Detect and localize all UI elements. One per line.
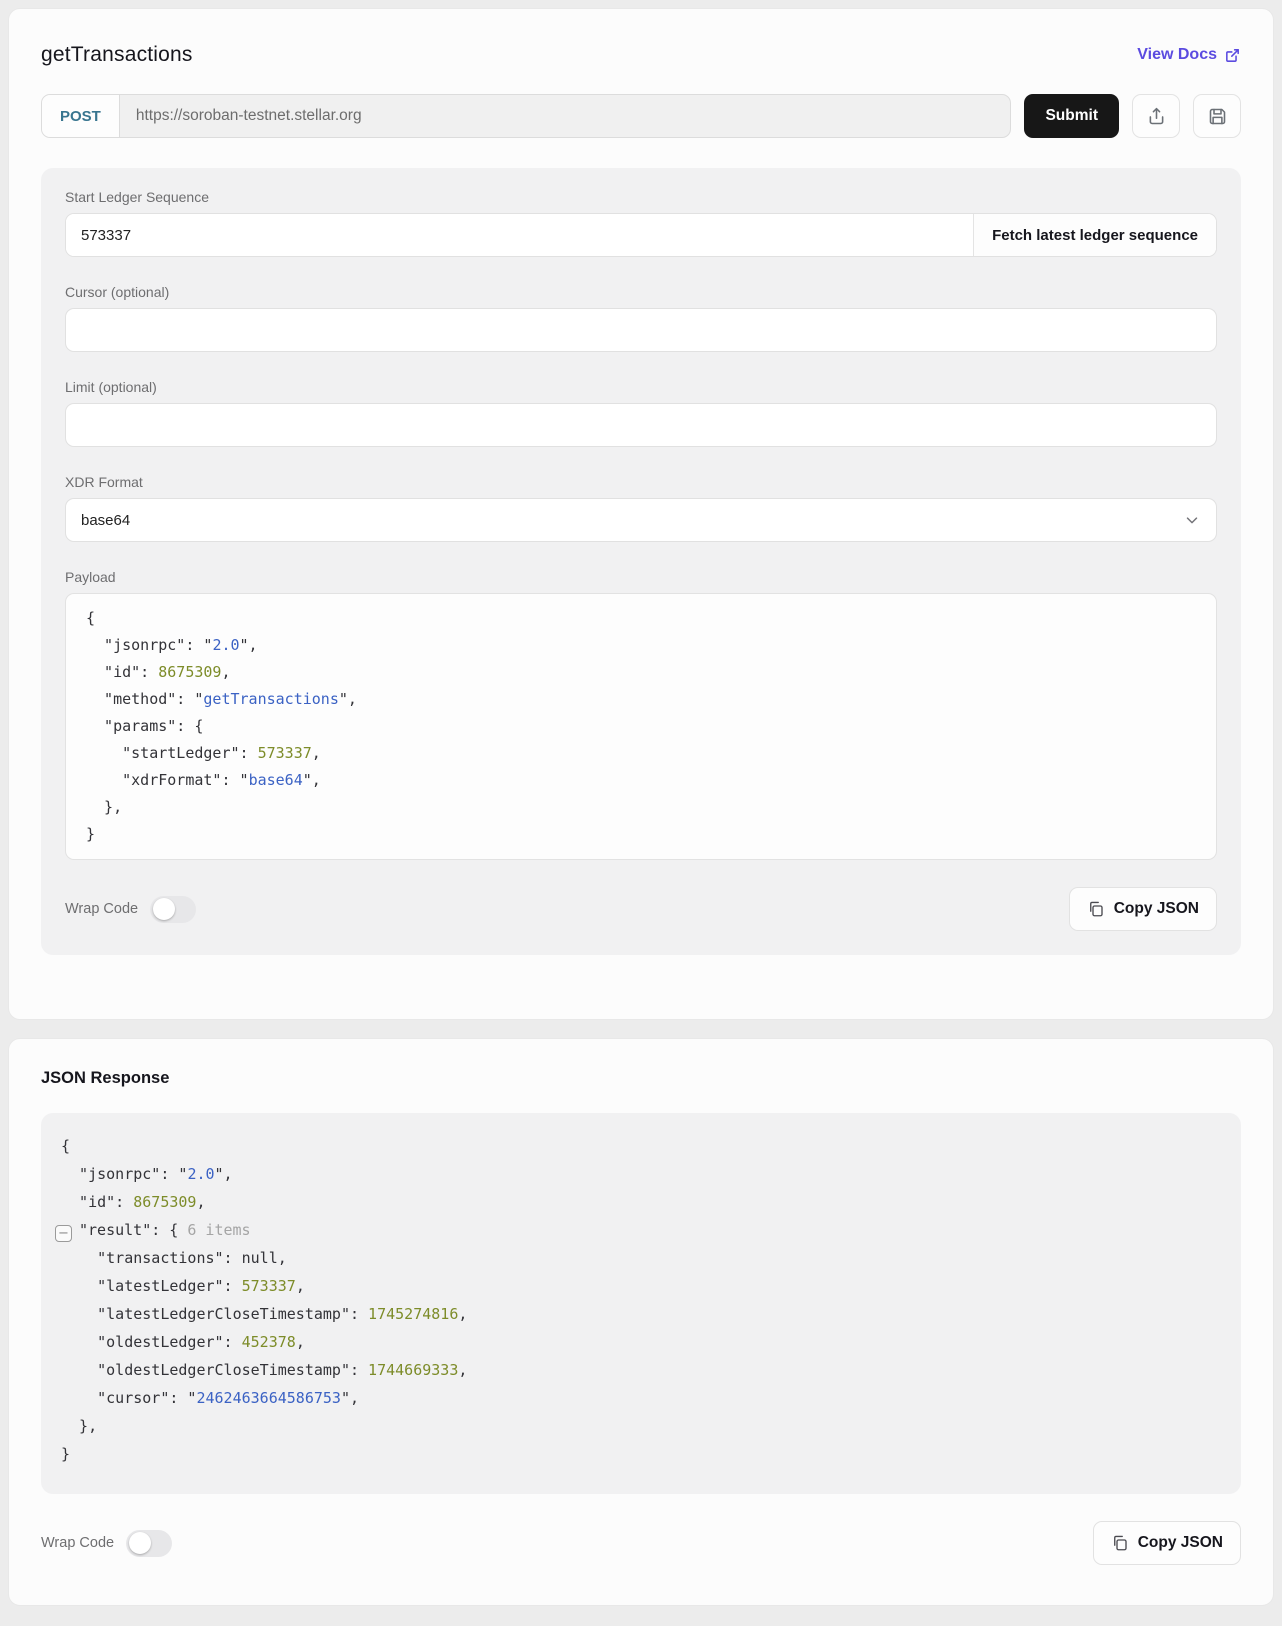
copy-icon	[1111, 1534, 1129, 1552]
copy-json-label: Copy JSON	[1137, 1534, 1223, 1551]
submit-button[interactable]: Submit	[1024, 94, 1119, 138]
toggle-knob	[129, 1532, 151, 1554]
copy-json-button[interactable]	[1069, 887, 1217, 931]
copy-icon	[1087, 900, 1105, 918]
request-card-header	[41, 43, 1241, 67]
wrap-code-toggle[interactable]	[150, 896, 196, 923]
view-docs-link[interactable]	[1137, 46, 1241, 64]
copy-json-label: Copy JSON	[1113, 900, 1199, 917]
code-line: "latestLedgerCloseTimestamp": 1745274816,	[61, 1305, 468, 1323]
field-xdr-format	[65, 474, 1217, 542]
xdr-format-select[interactable]	[65, 498, 1217, 542]
cursor-input[interactable]	[65, 308, 1217, 352]
code-line: "cursor": "2462463664586753",	[61, 1389, 360, 1407]
share-button[interactable]	[1132, 94, 1180, 138]
wrap-code-label: Wrap Code	[41, 1535, 115, 1551]
cursor-label: Cursor (optional)	[65, 284, 170, 300]
code-line: "xdrFormat": "base64",	[86, 771, 321, 789]
limit-input[interactable]	[65, 403, 1217, 447]
code-line: "jsonrpc": "2.0",	[61, 1165, 233, 1183]
start-ledger-input-group	[65, 213, 1217, 257]
field-start-ledger	[65, 189, 1217, 257]
code-line: "method": "getTransactions",	[86, 690, 357, 708]
url-input-group	[41, 94, 1011, 138]
request-card	[8, 8, 1274, 1020]
page-title: getTransactions	[41, 43, 193, 66]
payload-editor[interactable]	[65, 593, 1217, 860]
start-ledger-label: Start Ledger Sequence	[65, 189, 209, 205]
field-payload	[65, 569, 1217, 860]
save-button[interactable]	[1193, 94, 1241, 138]
external-link-icon	[1224, 47, 1241, 64]
wrap-code-group	[65, 896, 196, 923]
code-line: "oldestLedgerCloseTimestamp": 1744669333,	[61, 1361, 468, 1379]
response-viewer	[41, 1113, 1241, 1494]
copy-json-button[interactable]	[1093, 1521, 1241, 1565]
code-line: {	[61, 1137, 71, 1155]
code-line: "jsonrpc": "2.0",	[86, 636, 258, 654]
wrap-code-group	[41, 1530, 172, 1557]
code-line: "oldestLedger": 452378,	[61, 1333, 305, 1351]
method-badge: POST	[42, 95, 120, 137]
response-card	[8, 1038, 1274, 1606]
save-icon	[1207, 106, 1228, 127]
collapse-node-icon[interactable]: −	[55, 1225, 72, 1242]
response-code-footer	[41, 1521, 1241, 1565]
field-cursor	[65, 284, 1217, 352]
request-form-panel	[41, 168, 1241, 955]
view-docs-label: View Docs	[1137, 46, 1217, 63]
code-line: − "result": { 6 items	[61, 1216, 1221, 1244]
code-line: "id": 8675309,	[86, 663, 231, 681]
code-line: "latestLedger": 573337,	[61, 1277, 305, 1295]
fetch-latest-ledger-button[interactable]: Fetch latest ledger sequence	[973, 214, 1216, 256]
toggle-knob	[153, 898, 175, 920]
code-line: {	[86, 609, 96, 627]
payload-label: Payload	[65, 569, 116, 585]
response-title: JSON Response	[41, 1069, 170, 1087]
wrap-code-toggle[interactable]	[126, 1530, 172, 1557]
code-line: }	[86, 825, 96, 843]
limit-label: Limit (optional)	[65, 379, 157, 395]
code-line: },	[61, 1417, 98, 1435]
xdr-format-value: base64	[81, 511, 131, 529]
request-code-footer	[65, 887, 1217, 931]
start-ledger-input[interactable]	[66, 214, 973, 256]
code-line: },	[86, 798, 123, 816]
code-line: "startLedger": 573337,	[86, 744, 321, 762]
request-bar	[41, 94, 1241, 138]
xdr-format-label: XDR Format	[65, 474, 143, 490]
wrap-code-label: Wrap Code	[65, 901, 139, 917]
field-limit	[65, 379, 1217, 447]
code-line: "params": {	[86, 717, 204, 735]
code-line: }	[61, 1445, 71, 1463]
code-line: "id": 8675309,	[61, 1193, 206, 1211]
url-input[interactable]	[120, 95, 1011, 137]
share-icon	[1146, 106, 1167, 127]
chevron-down-icon	[1183, 511, 1201, 529]
code-line: "transactions": null,	[61, 1249, 287, 1267]
